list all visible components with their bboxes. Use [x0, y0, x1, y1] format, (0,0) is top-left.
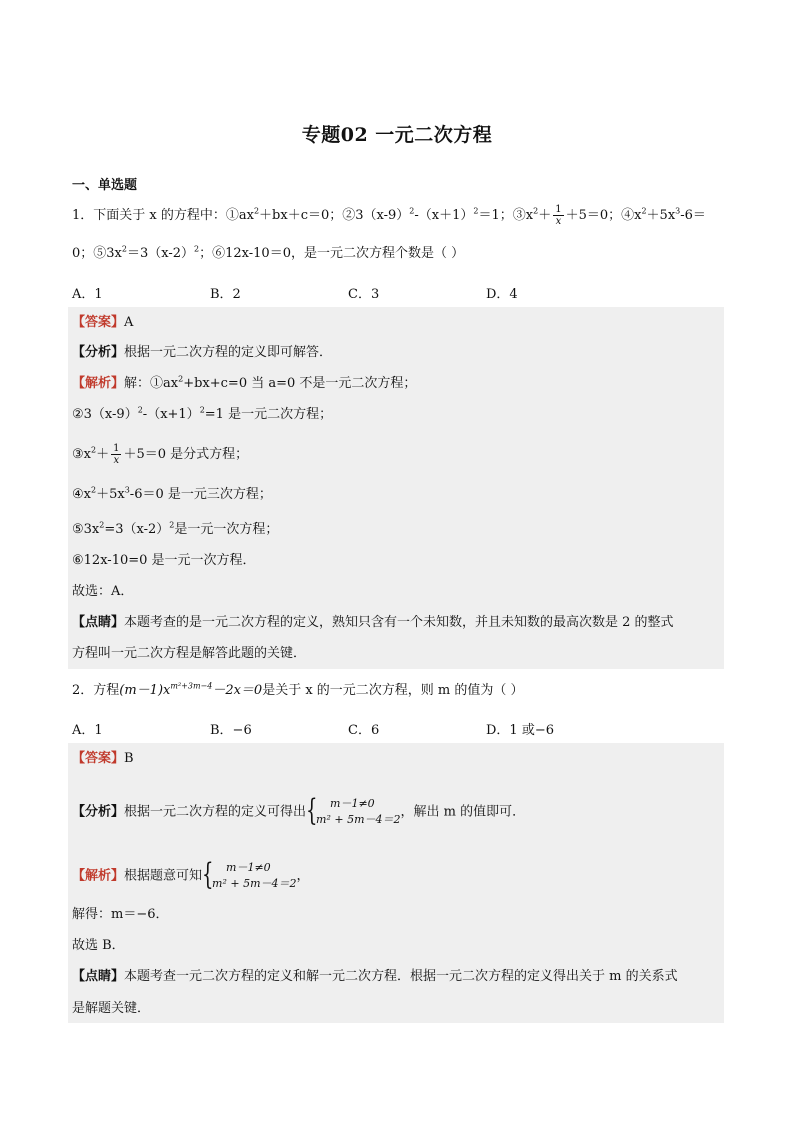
solution-1-step-6: ⑥12x-10=0 是一元一次方程．	[72, 553, 256, 568]
question-1-line-2: 0；$⑤3x^2=3(x-2)^2$；⑥12x-10＝0，是一元二次方程个数是（ ）	[72, 244, 465, 261]
solution-1-step-1: 【解析】解：$①ax^2+bx+c=0$ 当 a=0 不是一元二次方程；	[72, 374, 417, 391]
answer-2: 【答案】B	[72, 751, 134, 766]
solution-1-step-2: $②3(x-9)^2-(x+1)^2=1$ 是一元二次方程；	[72, 405, 333, 422]
section-heading: 一、单选题	[72, 178, 138, 193]
option-d: D．1 或−6	[486, 723, 554, 738]
option-d: D．4	[486, 287, 518, 302]
fraction-1-over-x: $\frac{1}{x}$	[113, 443, 120, 466]
choice-1: 故选：A．	[72, 584, 134, 599]
question-2-options	[72, 719, 722, 737]
comment-2-line-2: 是解题关键．	[72, 1001, 151, 1016]
comment-1-line-1: 【点睛】本题考查的是一元二次方程的定义，熟知只含有一个未知数，并且未知数的最高次数是 2 的整式	[72, 615, 674, 630]
answer-1: 【答案】A	[72, 315, 134, 330]
option-c: C．3	[348, 287, 380, 302]
solve-2: 解得：m＝−6．	[72, 907, 169, 922]
question-1-line-1: 1．下面关于 x 的方程中：$①ax^2+bx+c=0$；$②3(x-9)^2-(x+1)^2=1$；$③x^2+$ $\frac{1}{x}$ ＋5＝0；$④x^2+5x^3-6=$	[72, 204, 706, 227]
option-b: B．−6	[210, 723, 252, 738]
comment-1-line-2: 方程叫一元二次方程是解答此题的关键．	[72, 646, 307, 661]
option-a: A．1	[72, 723, 103, 738]
option-a: A．1	[72, 287, 103, 302]
comment-2-line-1: 【点睛】本题考查一元二次方程的定义和解一元二次方程．根据一元二次方程的定义得出关于 m 的关系式	[72, 969, 678, 984]
option-b: B．2	[210, 287, 241, 302]
equation-system: { m－1≠0 m² + 5m－4＝2	[202, 857, 297, 892]
fraction-1-over-x: $\frac{1}{x}$	[555, 204, 562, 227]
solution-1-step-3: $③x^2+$ $\frac{1}{x}$ ＋5＝0 是分式方程；	[72, 443, 249, 466]
choice-2: 故选 B．	[72, 938, 125, 953]
solution-2: 【解析】根据题意可知 { m－1≠0 m² + 5m－4＝2 ，	[72, 857, 310, 892]
analysis-1: 【分析】根据一元二次方程的定义即可解答．	[72, 345, 333, 360]
question-1-options	[72, 283, 722, 301]
question-2: 2．方程$(m-1)x^{m^2+3m-4}-2x=0$是关于 x 的一元二次方程，则 m 的值为（ ）	[72, 681, 524, 698]
equation-system: { m－1≠0 m² + 5m－4＝2	[306, 793, 401, 828]
option-c: C．6	[348, 723, 380, 738]
page-title: 专题02 一元二次方程	[301, 124, 493, 146]
solution-1-step-4: $④x^2+5x^3-6=0$ 是一元三次方程；	[72, 485, 272, 502]
solution-1-step-5: $⑤3x^2=3(x-2)^2$是一元一次方程；	[72, 520, 279, 537]
analysis-2: 【分析】根据一元二次方程的定义可得出 { m－1≠0 m² + 5m－4＝2 ，解出 m 的值即可．	[72, 793, 526, 828]
